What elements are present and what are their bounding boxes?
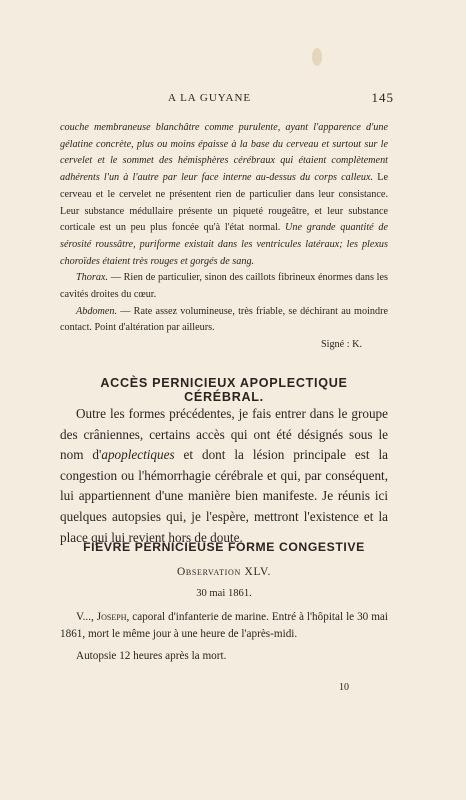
apoplectic-intro: [60, 404, 388, 548]
brain-consistency-text: Le cerveau et le cervelet ne présentent rien de particulier dans leur consistance. Leur substance médullaire présente un piqueté rougeâtre, et leur substance corticale est un peu plus foncée qu'à l'état normal.: [60, 172, 388, 234]
abdomen-label: Abdomen.: [76, 305, 118, 317]
section-heading-congestive: FIÈVRE PERNICIEUSE FORME CONGESTIVE: [83, 540, 365, 554]
observation-body: [60, 609, 388, 665]
printer-signature-mark: 10: [339, 682, 349, 693]
patient-name: Joseph: [96, 611, 127, 623]
section-heading-apoplectic: ACCÈS PERNICIEUX APOPLECTIQUE CÉRÉBRAL.: [100, 376, 348, 404]
page-number: 145: [371, 90, 394, 105]
thorax-paragraph: [60, 270, 388, 303]
abdomen-paragraph: [60, 304, 388, 337]
paper-stain: [312, 48, 322, 66]
brain-membrane-text: couche membraneuse blanchâtre comme purulente, ayant l'apparence d'une gélatine concrète, plus ou moins épaisse à la base du cerveau et surtout sur le cervelet et le sommet des hémisphères cérébraux qui étaient complètement adhérents l'un à l'autre par leur face interne au-dessus du corps calleux.: [60, 122, 388, 184]
ventricle-text: Une grande quantité de sérosité roussâtre, puriforme existait dans les ventricules latéraux; les plexus choroïdes étaient très rouges et gorgés de sang.: [60, 222, 388, 267]
thorax-label: Thorax.: [76, 272, 108, 284]
intro-paragraph: [60, 404, 388, 548]
thorax-text: — Rien de particulier, sinon des caillots fibrineux énormes dans les cavités droites du cœur.: [60, 272, 388, 301]
intro-text-b: et dont la lésion principale est la congestion ou l'hémorrhagie cérébrale et qui, par conséquent, lui appartiennent d'une manière bien manifeste. Je réunis ici quelques autopsies qui, je l'espère, mettront l'existence et la place qui lui revient hors de doute.: [60, 447, 389, 545]
abdomen-text: — Rate assez volumineuse, très friable, se déchirant au moindre contact. Point d'altération par ailleurs.: [60, 305, 388, 334]
autopsy-report-continuation: [60, 120, 388, 354]
patient-text: , caporal d'infanterie de marine. Entré à l'hôpital le 30 mai 1861, mort le même jour à une heure de l'après-midi.: [60, 611, 388, 641]
observation-number: Observation XLV.: [176, 566, 272, 578]
intro-italic-term: apoplectiques: [101, 447, 175, 463]
observation-date: 30 mai 1861.: [196, 588, 252, 599]
patient-paragraph: [60, 609, 388, 644]
report-signature: Signé : K.: [320, 339, 362, 351]
autopsy-time-paragraph: Autopsie 12 heures après la mort.: [76, 649, 227, 662]
page-header: [60, 90, 394, 108]
patient-initial: V...,: [76, 611, 97, 623]
intro-text-a: Outre les formes précédentes, je fais entrer dans le groupe des crâniennes, certains accès qui ont été désignés sous le nom d': [60, 406, 388, 463]
brain-findings-paragraph: [60, 120, 388, 270]
running-title: A LA GUYANE: [168, 92, 252, 104]
